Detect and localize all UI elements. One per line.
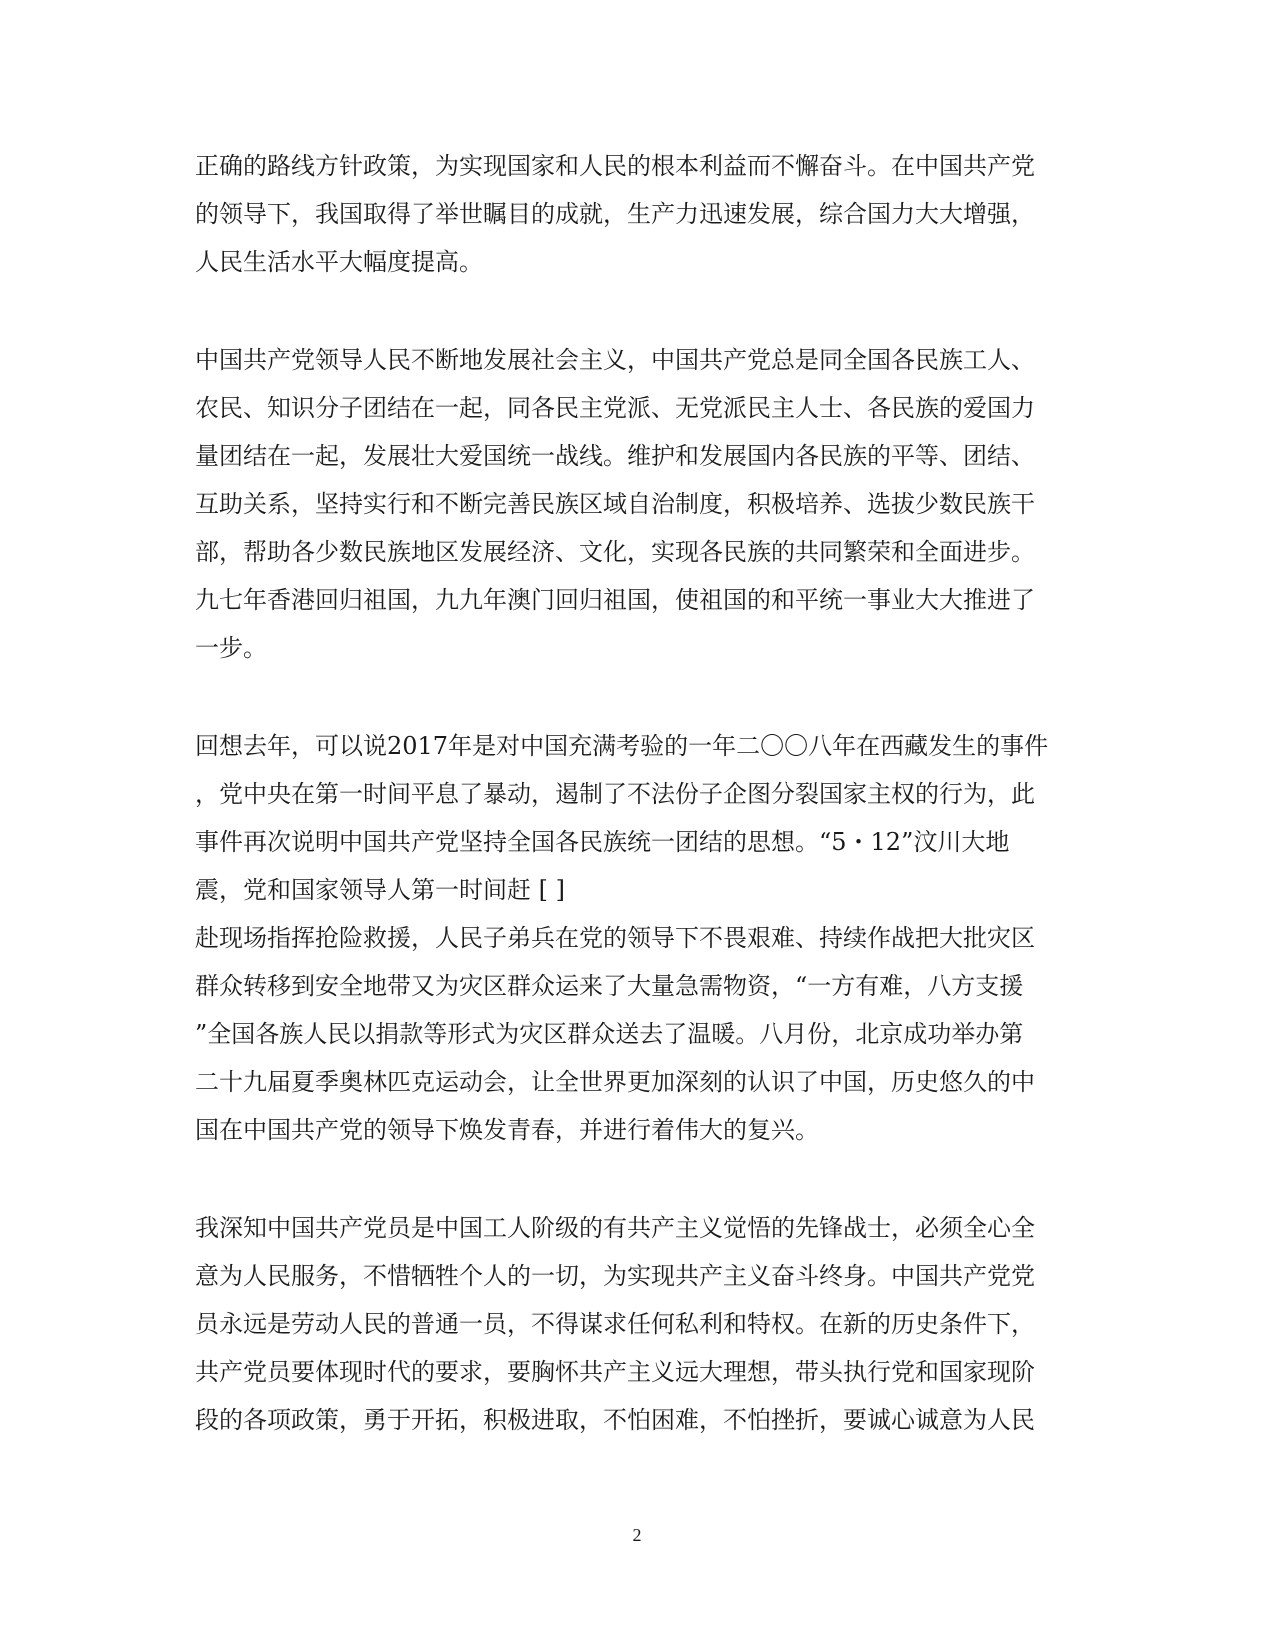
- paragraph-1-line-3: 人民生活水平大幅度提高。: [195, 248, 483, 276]
- paragraph-3-line-2: ，党中央在第一时间平息了暴动，遏制了不法份子企图分裂国家主权的行为，此: [195, 780, 1035, 808]
- paragraph-2-line-4: 互助关系，坚持实行和不断完善民族区域自治制度，积极培养、选拔少数民族干: [195, 490, 1035, 518]
- paragraph-3-line-9: 国在中国共产党的领导下焕发青春，并进行着伟大的复兴。: [195, 1116, 819, 1144]
- paragraph-2-line-1: 中国共产党领导人民不断地发展社会主义，中国共产党总是同全国各民族工人、: [195, 346, 1035, 374]
- paragraph-3-line-1: 回想去年，可以说2017年是对中国充满考验的一年二〇〇八年在西藏发生的事件: [195, 732, 1049, 760]
- paragraph-1-line-1: 正确的路线方针政策，为实现国家和人民的根本利益而不懈奋斗。在中国共产党: [195, 152, 1035, 180]
- paragraph-3-line-4: 震，党和国家领导人第一时间赶 [ ]: [195, 876, 565, 904]
- paragraph-4-line-4: 共产党员要体现时代的要求，要胸怀共产主义远大理想，带头执行党和国家现阶: [195, 1358, 1035, 1386]
- paragraph-2-line-6: 九七年香港回归祖国，九九年澳门回归祖国，使祖国的和平统一事业大大推进了: [195, 586, 1035, 614]
- paragraph-4-line-3: 员永远是劳动人民的普通一员，不得谋求任何私利和特权。在新的历史条件下，: [195, 1310, 1035, 1338]
- paragraph-3-line-6: 群众转移到安全地带又为灾区群众运来了大量急需物资，“一方有难，八方支援: [195, 972, 1024, 1000]
- paragraph-3-line-8: 二十九届夏季奥林匹克运动会，让全世界更加深刻的认识了中国，历史悠久的中: [195, 1068, 1035, 1096]
- paragraph-4-line-2: 意为人民服务，不惜牺牲个人的一切，为实现共产主义奋斗终身。中国共产党党: [195, 1262, 1035, 1290]
- page-number: 2: [632, 1525, 642, 1545]
- paragraph-2-line-7: 一步。: [195, 634, 267, 662]
- paragraph-2-line-5: 部，帮助各少数民族地区发展经济、文化，实现各民族的共同繁荣和全面进步。: [195, 538, 1035, 566]
- paragraph-4-line-1: 我深知中国共产党员是中国工人阶级的有共产主义觉悟的先锋战士，必须全心全: [195, 1214, 1035, 1242]
- paragraph-3-line-7: ”全国各族人民以捐款等形式为灾区群众送去了温暖。八月份，北京成功举办第: [195, 1020, 1024, 1048]
- paragraph-2-line-3: 量团结在一起，发展壮大爱国统一战线。维护和发展国内各民族的平等、团结、: [195, 442, 1035, 470]
- paragraph-4-line-5: 段的各项政策，勇于开拓，积极进取，不怕困难，不怕挫折，要诚心诚意为人民: [195, 1406, 1035, 1434]
- paragraph-3-line-3: 事件再次说明中国共产党坚持全国各民族统一团结的思想。“5・12”汶川大地: [195, 828, 1010, 856]
- paragraph-3-line-5: 赴现场指挥抢险救援，人民子弟兵在党的领导下不畏艰难、持续作战把大批灾区: [195, 924, 1035, 952]
- paragraph-1-line-2: 的领导下，我国取得了举世瞩目的成就，生产力迅速发展，综合国力大大增强，: [195, 200, 1035, 228]
- paragraph-2-line-2: 农民、知识分子团结在一起，同各民主党派、无党派民主人士、各民族的爱国力: [195, 394, 1035, 422]
